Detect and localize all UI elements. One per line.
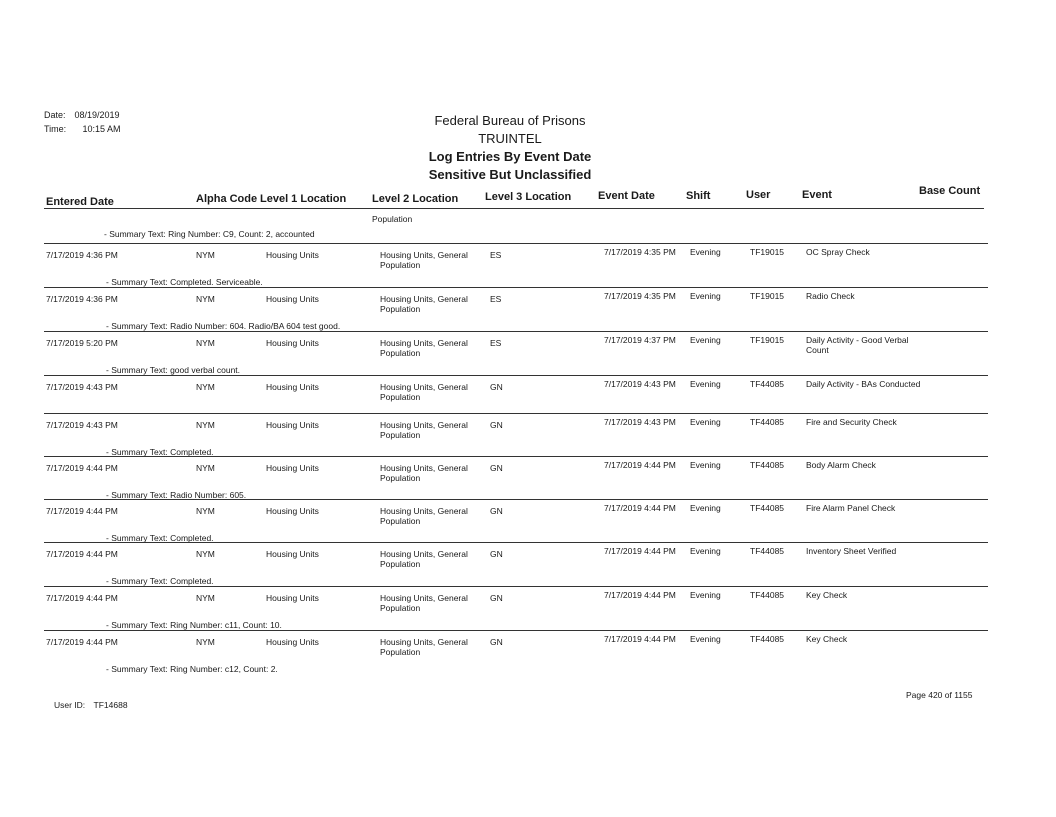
shift: Evening	[690, 546, 721, 556]
time-label: Time:	[44, 124, 67, 134]
level3-location: GN	[490, 382, 503, 392]
level2-location: Housing Units, General Population	[380, 593, 468, 613]
row-divider	[44, 331, 988, 332]
level2-location: Housing Units, General Population	[380, 463, 468, 483]
col-shift: Shift	[686, 190, 711, 202]
shift: Evening	[690, 460, 721, 470]
col-event: Event	[802, 189, 832, 201]
event: Daily Activity - BAs Conducted	[806, 379, 921, 389]
row-divider	[44, 542, 988, 543]
title-report-name: Log Entries By Event Date	[428, 149, 592, 164]
level2-location: Housing Units, General Population	[380, 250, 468, 270]
event: Radio Check	[806, 291, 855, 301]
level1-location: Housing Units	[266, 637, 319, 647]
user: TF19015	[750, 291, 785, 301]
summary-text: - Summary Text: Completed.	[106, 576, 214, 586]
level2-location: Housing Units, General Population	[380, 506, 468, 526]
alpha-code: NYM	[196, 637, 215, 647]
title-org: Federal Bureau of Prisons	[434, 113, 586, 128]
row-divider	[44, 630, 988, 631]
col-alpha-code: Alpha Code	[196, 193, 258, 205]
row-divider	[44, 287, 988, 288]
summary-text: - Summary Text: good verbal count.	[106, 365, 241, 375]
event-date: 7/17/2019 4:35 PM	[604, 291, 676, 301]
level1-location: Housing Units	[266, 338, 319, 348]
summary-text: - Summary Text: Radio Number: 605.	[106, 490, 247, 500]
shift: Evening	[690, 291, 721, 301]
level3-location: GN	[490, 420, 503, 430]
row-divider	[44, 456, 988, 457]
date-label: Date:	[44, 110, 66, 120]
summary-text: - Summary Text: Ring Number: c11, Count: 10.	[106, 620, 282, 630]
shift: Evening	[690, 503, 721, 513]
title-classification: Sensitive But Unclassified	[428, 167, 592, 182]
summary-text: - Summary Text: Ring Number: c12, Count: 2.	[106, 664, 278, 674]
alpha-code: NYM	[196, 250, 215, 260]
user-id-value: TF14688	[93, 700, 128, 710]
alpha-code: NYM	[196, 463, 215, 473]
entered-date: 7/17/2019 4:44 PM	[46, 637, 118, 647]
user: TF44085	[750, 634, 785, 644]
user: TF19015	[750, 335, 785, 345]
summary-text: - Summary Text: Completed.	[106, 533, 214, 543]
level2-location: Housing Units, General Population	[380, 382, 468, 402]
report-title	[360, 112, 660, 184]
entered-date: 7/17/2019 4:43 PM	[46, 420, 118, 430]
date-value: 08/19/2019	[74, 110, 120, 120]
shift: Evening	[690, 379, 721, 389]
event: OC Spray Check	[806, 247, 870, 257]
alpha-code: NYM	[196, 549, 215, 559]
alpha-code: NYM	[196, 382, 215, 392]
event-date: 7/17/2019 4:44 PM	[604, 546, 676, 556]
footer-user-id	[54, 700, 128, 710]
user: TF19015	[750, 247, 785, 257]
level2-location: Housing Units, General Population	[380, 549, 468, 569]
summary-text: - Summary Text: Completed.	[106, 447, 214, 457]
event-date: 7/17/2019 4:43 PM	[604, 417, 676, 427]
continued-level2: Population	[372, 214, 413, 224]
summary-text: - Summary Text: Completed. Serviceable.	[106, 277, 263, 287]
event: Fire Alarm Panel Check	[806, 503, 896, 513]
user: TF44085	[750, 417, 785, 427]
entered-date: 7/17/2019 4:44 PM	[46, 593, 118, 603]
user-id-label: User ID:	[54, 700, 86, 710]
level1-location: Housing Units	[266, 420, 319, 430]
col-level1-location: Level 1 Location	[260, 193, 347, 205]
user: TF44085	[750, 590, 785, 600]
shift: Evening	[690, 247, 721, 257]
title-system: TRUINTEL	[478, 131, 542, 146]
shift: Evening	[690, 634, 721, 644]
entered-date: 7/17/2019 5:20 PM	[46, 338, 118, 348]
col-level3-location: Level 3 Location	[485, 191, 572, 203]
alpha-code: NYM	[196, 420, 215, 430]
event: Key Check	[806, 590, 848, 600]
level2-location: Housing Units, General Population	[380, 338, 468, 358]
event-date: 7/17/2019 4:44 PM	[604, 503, 676, 513]
col-level2-location: Level 2 Location	[372, 193, 459, 205]
level3-location: GN	[490, 637, 503, 647]
alpha-code: NYM	[196, 593, 215, 603]
event-date: 7/17/2019 4:44 PM	[604, 634, 676, 644]
event-date: 7/17/2019 4:37 PM	[604, 335, 676, 345]
level1-location: Housing Units	[266, 549, 319, 559]
alpha-code: NYM	[196, 338, 215, 348]
page-number: Page 420 of 1155	[906, 690, 973, 700]
event: Body Alarm Check	[806, 460, 876, 470]
alpha-code: NYM	[196, 506, 215, 516]
continued-summary: - Summary Text: Ring Number: C9, Count: 2, accounted	[104, 229, 315, 239]
summary-text: - Summary Text: Radio Number: 604. Radio/BA 604 test good.	[106, 321, 341, 331]
time-value: 10:15 AM	[82, 124, 121, 134]
event: Fire and Security Check	[806, 417, 897, 427]
level1-location: Housing Units	[266, 250, 319, 260]
row-divider	[44, 586, 988, 587]
header-rule	[44, 208, 984, 209]
shift: Evening	[690, 417, 721, 427]
entered-date: 7/17/2019 4:43 PM	[46, 382, 118, 392]
col-user: User	[746, 189, 771, 201]
level1-location: Housing Units	[266, 506, 319, 516]
event: Key Check	[806, 634, 848, 644]
col-entered-date: Entered Date	[46, 196, 114, 208]
user: TF44085	[750, 379, 785, 389]
level3-location: ES	[490, 250, 502, 260]
level1-location: Housing Units	[266, 463, 319, 473]
level1-location: Housing Units	[266, 294, 319, 304]
event-date: 7/17/2019 4:35 PM	[604, 247, 676, 257]
entered-date: 7/17/2019 4:36 PM	[46, 294, 118, 304]
col-event-date: Event Date	[598, 190, 655, 202]
level2-location: Housing Units, General Population	[380, 420, 468, 440]
level3-location: ES	[490, 294, 502, 304]
row-divider	[44, 499, 988, 500]
level2-location: Housing Units, General Population	[380, 294, 468, 314]
event-date: 7/17/2019 4:44 PM	[604, 460, 676, 470]
user: TF44085	[750, 460, 785, 470]
entered-date: 7/17/2019 4:44 PM	[46, 463, 118, 473]
row-divider	[44, 243, 988, 244]
user: TF44085	[750, 503, 785, 513]
level3-location: ES	[490, 338, 502, 348]
level3-location: GN	[490, 463, 503, 473]
event: Inventory Sheet Verified	[806, 546, 897, 556]
row-divider	[44, 375, 988, 376]
level1-location: Housing Units	[266, 593, 319, 603]
user: TF44085	[750, 546, 785, 556]
level2-location: Housing Units, General Population	[380, 637, 468, 657]
alpha-code: NYM	[196, 294, 215, 304]
entered-date: 7/17/2019 4:44 PM	[46, 549, 118, 559]
event-date: 7/17/2019 4:43 PM	[604, 379, 676, 389]
level3-location: GN	[490, 593, 503, 603]
level1-location: Housing Units	[266, 382, 319, 392]
shift: Evening	[690, 335, 721, 345]
event: Daily Activity - Good Verbal Count	[806, 335, 909, 355]
report-date	[44, 110, 120, 120]
row-divider	[44, 413, 988, 414]
event-date: 7/17/2019 4:44 PM	[604, 590, 676, 600]
shift: Evening	[690, 590, 721, 600]
entered-date: 7/17/2019 4:44 PM	[46, 506, 118, 516]
col-base-count: Base Count	[919, 185, 981, 197]
level3-location: GN	[490, 549, 503, 559]
report-time	[44, 124, 121, 134]
entered-date: 7/17/2019 4:36 PM	[46, 250, 118, 260]
level3-location: GN	[490, 506, 503, 516]
